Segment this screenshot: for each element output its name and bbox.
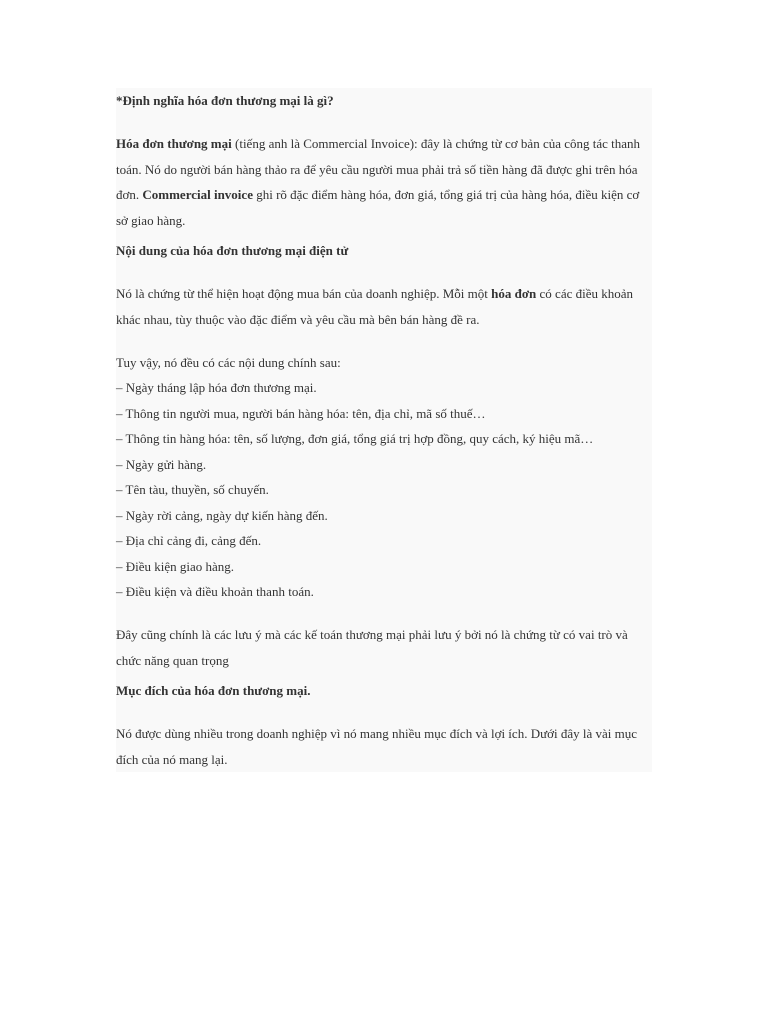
- list-item: – Ngày rời cảng, ngày dự kiến hàng đến.: [116, 507, 328, 523]
- list-item: – Thông tin người mua, người bán hàng hóa: tên, địa chỉ, mã số thuế…: [116, 405, 486, 421]
- term-commercial-invoice-vi: Hóa đơn thương mại: [116, 136, 232, 151]
- term-commercial-invoice-en: Commercial invoice: [142, 187, 253, 202]
- list-item: – Ngày tháng lập hóa đơn thương mại.: [116, 380, 317, 395]
- heading-purpose: Mục đích của hóa đơn thương mại.: [116, 683, 311, 698]
- list-item: – Địa chỉ cảng đi, cảng đến.: [116, 533, 262, 548]
- paragraph-main-contents: Tuy vậy, nó đều có các nội dung chính sau:: [116, 354, 341, 370]
- paragraph-content-intro: Nó là chứng từ thể hiện hoạt động mua bán của doanh nghiệp. Mỗi một hóa đơn có các điều khoản khác nhau, tùy thuộc vào đặc điểm và yêu cầu mà bên bán hàng đề ra.: [116, 286, 634, 327]
- heading-content: Nội dung của hóa đơn thương mại điện tử: [116, 243, 349, 258]
- list-item: – Thông tin hàng hóa: tên, số lượng, đơn giá, tổng giá trị hợp đồng, quy cách, ký hiệu mã…: [116, 431, 594, 446]
- list-item: – Điều kiện và điều khoản thanh toán.: [116, 584, 314, 599]
- content-list: [116, 375, 652, 605]
- list-item: – Tên tàu, thuyền, số chuyến.: [116, 482, 269, 497]
- paragraph-purpose: Nó được dùng nhiều trong doanh nghiệp vì nó mang nhiều mục đích và lợi ích. Dưới đây là vài mục đích của nó mang lại.: [116, 726, 638, 767]
- paragraph-definition: Hóa đơn thương mại (tiếng anh là Commercial Invoice): đây là chứng từ cơ bản của công tác thanh toán. Nó do người bán hàng thảo ra để yêu cầu người mua phải trả số tiền hàng đã được ghi trên hóa đơn. Commercial invoice ghi rõ đặc điểm hàng hóa, đơn giá, tổng giá trị của hàng hóa, điều kiện cơ sở giao hàng.: [116, 136, 641, 228]
- list-item: – Ngày gửi hàng.: [116, 456, 207, 472]
- term-invoice: hóa đơn: [491, 286, 537, 301]
- paragraph-notes: Đây cũng chính là các lưu ý mà các kế toán thương mại phải lưu ý bởi nó là chứng từ có vai trò và chức năng quan trọng: [116, 627, 628, 668]
- list-item: – Điều kiện giao hàng.: [116, 558, 235, 574]
- document-page: [116, 88, 652, 772]
- heading-definition: *Định nghĩa hóa đơn thương mại là gì?: [116, 93, 334, 108]
